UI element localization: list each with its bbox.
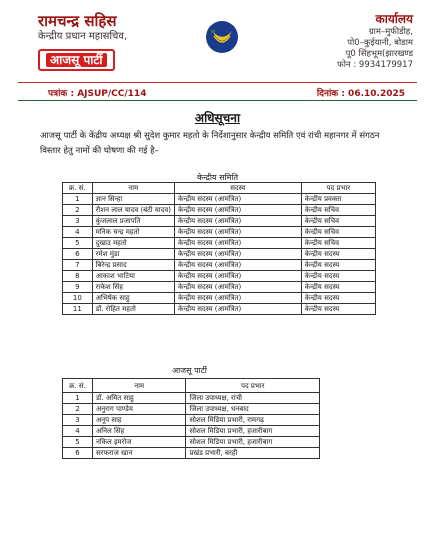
table-cell: केन्द्रीय सचिव xyxy=(301,238,375,249)
table-cell: केन्द्रीय सचिव xyxy=(301,205,375,216)
sender-block xyxy=(38,12,188,71)
table-cell: अनूप साह xyxy=(92,415,186,426)
table-cell: 11 xyxy=(63,304,93,315)
office-block xyxy=(293,12,413,71)
reference-number: पत्रांक : AJSUP/CC/114 xyxy=(48,89,147,99)
table-cell: केन्द्रीय सदस्य (आमंत्रित) xyxy=(174,227,301,238)
table-cell: अभिषेक साहु xyxy=(92,293,174,304)
table-cell: केन्द्रीय सदस्य (आमंत्रित) xyxy=(174,282,301,293)
table-cell: दुखाउ महतो xyxy=(92,238,174,249)
table-cell: केन्द्रीय सदस्य (आमंत्रित) xyxy=(174,260,301,271)
table-row xyxy=(63,415,320,426)
table-row xyxy=(63,227,376,238)
office-title: कार्यालय xyxy=(375,12,413,26)
table-cell: केन्द्रीय सदस्य xyxy=(301,293,375,304)
phone-line: फोन : 9934179917 xyxy=(337,60,413,70)
table-cell: प्रखंड प्रभारी, बरही xyxy=(186,448,320,459)
table-header-row xyxy=(63,379,320,393)
table-cell: 7 xyxy=(63,260,93,271)
table-cell: मनिक चन्द्र महतो xyxy=(92,227,174,238)
committee-caption: केन्द्रीय समिति xyxy=(196,173,238,182)
table-cell: सोशल मिडिया प्रभारी, रामगढ़ xyxy=(186,415,320,426)
table-cell: केन्द्रीय सदस्य (आमंत्रित) xyxy=(174,205,301,216)
table-cell: 5 xyxy=(63,437,93,448)
table-cell: बिरेन्द्र प्रसाद xyxy=(92,260,174,271)
party-name-badge xyxy=(38,49,115,71)
address-line: पो0–कुईयानी, बोडाम xyxy=(347,38,413,48)
table-cell: 8 xyxy=(63,271,93,282)
column-header: पद प्रभार xyxy=(186,379,320,393)
table-cell: सोशल मिडिया प्रभारी, हजारीबाग xyxy=(186,437,320,448)
table-row xyxy=(63,216,376,227)
sender-designation: केन्द्रीय प्रधान महासचिव, xyxy=(38,31,128,42)
party-table-body xyxy=(63,393,320,459)
table-cell: सोशल मिडिया प्रभारी, हजारीबाग xyxy=(186,426,320,437)
table-row xyxy=(63,260,376,271)
column-header: नाम xyxy=(92,183,174,194)
banana-emblem-icon xyxy=(205,20,239,54)
column-header: सदस्य xyxy=(174,183,301,194)
table-row xyxy=(63,238,376,249)
table-cell: राकेश सिंह xyxy=(92,282,174,293)
party-name-text: आजसू पार्टी xyxy=(46,53,107,67)
table-cell: केन्द्रीय सदस्य (आमंत्रित) xyxy=(174,216,301,227)
table-cell: 1 xyxy=(63,194,93,205)
table-row xyxy=(63,271,376,282)
table-cell: 3 xyxy=(63,216,93,227)
table-cell: 5 xyxy=(63,238,93,249)
header-divider-top xyxy=(18,82,417,83)
address-line: पू0 सिंहभूम(झारखण्ड xyxy=(345,49,413,59)
table-cell: केन्द्रीय सदस्य (आमंत्रित) xyxy=(174,249,301,260)
table-cell: कुंजलाल प्रजापति xyxy=(92,216,174,227)
table-row xyxy=(63,448,320,459)
table-cell: आकाश भाटिया xyxy=(92,271,174,282)
table-cell: ज्ञान सिन्हा xyxy=(92,194,174,205)
table-header-row xyxy=(63,183,376,194)
table-row xyxy=(63,205,376,216)
table-cell: अनिल सिंह xyxy=(92,426,186,437)
column-header: क्र. सं. xyxy=(63,379,93,393)
committee-table xyxy=(62,182,376,315)
table-cell: 2 xyxy=(63,404,93,415)
table-cell: 4 xyxy=(63,426,93,437)
column-header: क्र. सं. xyxy=(63,183,93,194)
table-cell: केन्द्रीय सदस्य xyxy=(301,271,375,282)
table-row xyxy=(63,426,320,437)
notice-heading: अधिसूचना xyxy=(194,111,241,125)
table-cell: केन्द्रीय सचिव xyxy=(301,227,375,238)
table-cell: केन्द्रीय प्रवक्ता xyxy=(301,194,375,205)
table-cell: केन्द्रीय सचिव xyxy=(301,216,375,227)
table-cell: केन्द्रीय सदस्य xyxy=(301,282,375,293)
table-cell: अनुराग पाण्डेय xyxy=(92,404,186,415)
table-row xyxy=(63,249,376,260)
table-cell: 2 xyxy=(63,205,93,216)
table-cell: केन्द्रीय सदस्य (आमंत्रित) xyxy=(174,238,301,249)
table-cell: जिला उपाध्यक्ष, रांची xyxy=(186,393,320,404)
table-cell: नकिल इमरोज xyxy=(92,437,186,448)
table-cell: केन्द्रीय सदस्य (आमंत्रित) xyxy=(174,293,301,304)
table-cell: डॉ. रोहित महतो xyxy=(92,304,174,315)
party-caption: आजसू पार्टी xyxy=(172,366,207,375)
table-row xyxy=(63,282,376,293)
table-row xyxy=(63,293,376,304)
table-cell: केन्द्रीय सदस्य xyxy=(301,260,375,271)
table-cell: रौशन लाल यादव (बंटी यादव) xyxy=(92,205,174,216)
reference-date: दिनांक : 06.10.2025 xyxy=(316,89,405,99)
table-cell: केन्द्रीय सदस्य (आमंत्रित) xyxy=(174,271,301,282)
table-cell: केन्द्रीय सदस्य (आमंत्रित) xyxy=(174,194,301,205)
party-table xyxy=(62,378,320,459)
column-header: पद प्रभार xyxy=(301,183,375,194)
table-cell: केन्द्रीय सदस्य xyxy=(301,304,375,315)
column-header: नाम xyxy=(92,379,186,393)
table-row xyxy=(63,437,320,448)
table-cell: 6 xyxy=(63,249,93,260)
address-line: ग्राम–मुफीडीह, xyxy=(368,27,413,37)
table-cell: जिला उपाध्यक्ष, धनबाद xyxy=(186,404,320,415)
table-row xyxy=(63,393,320,404)
table-cell: रमेश मुंडा xyxy=(92,249,174,260)
table-cell: 1 xyxy=(63,393,93,404)
table-cell: 9 xyxy=(63,282,93,293)
table-cell: केन्द्रीय सदस्य (आमंत्रित) xyxy=(174,304,301,315)
notice-intro: आजसू पार्टी के केंद्रीय अध्यक्ष श्री सुदेश कुमार महतो के निर्देशानुसार केन्द्रीय समिति एवं रांची महानगर में संगठन विस्तार हेतु नामों की घोषणा की गई है– xyxy=(40,131,380,156)
table-cell: डॉ. अमित साहु xyxy=(92,393,186,404)
table-cell: 10 xyxy=(63,293,93,304)
table-row xyxy=(63,404,320,415)
sender-name: रामचन्द्र सहिस xyxy=(38,12,117,30)
table-cell: 6 xyxy=(63,448,93,459)
table-cell: 3 xyxy=(63,415,93,426)
table-cell: 4 xyxy=(63,227,93,238)
table-row xyxy=(63,304,376,315)
table-row xyxy=(63,194,376,205)
table-cell: केन्द्रीय सदस्य xyxy=(301,249,375,260)
table-cell: सरफराज खान xyxy=(92,448,186,459)
committee-table-body xyxy=(63,194,376,315)
header-divider-bottom xyxy=(18,100,417,101)
